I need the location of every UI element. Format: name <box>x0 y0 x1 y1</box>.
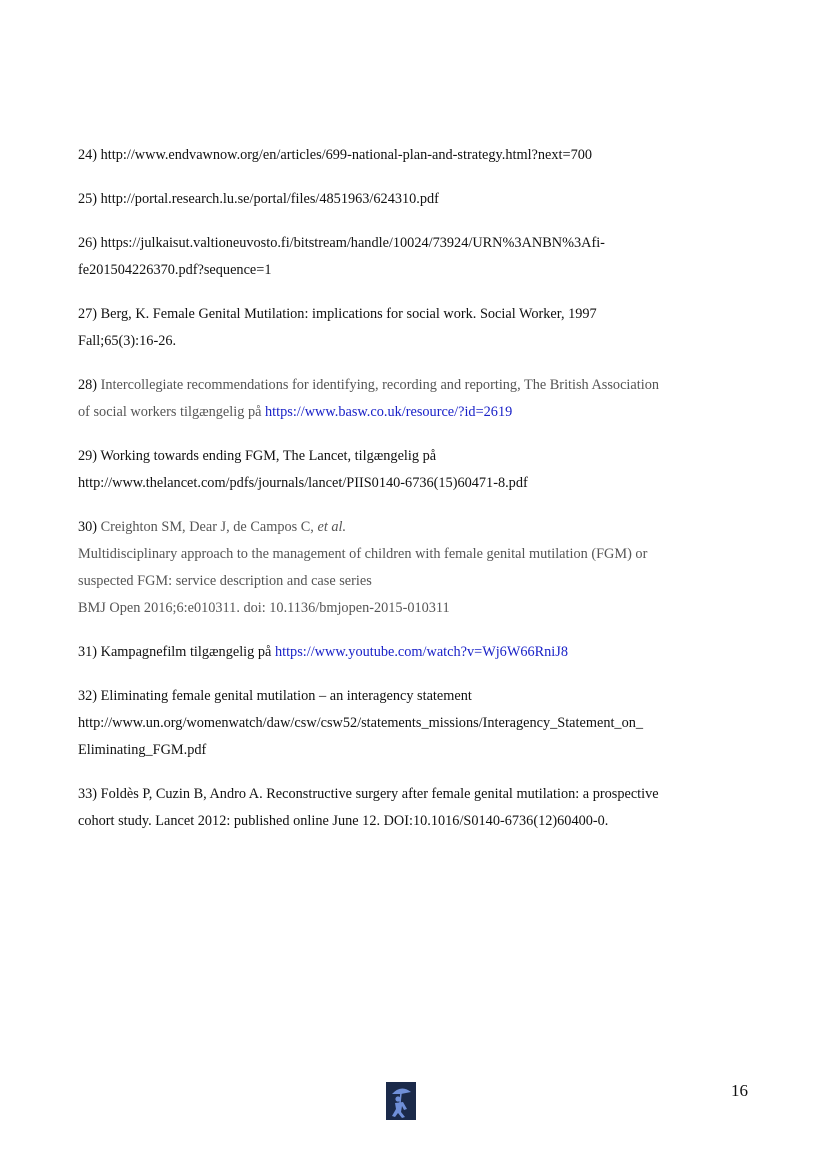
reference-32-line-1: 32) Eliminating female genital mutilation – an interagency statement <box>78 688 472 704</box>
reference-24-text: 24) http://www.endvawnow.org/en/articles/699-national-plan-and-strategy.html?next=700 <box>78 147 593 163</box>
reference-32-line-3: Eliminating_FGM.pdf <box>78 742 207 758</box>
reference-29 <box>78 443 758 497</box>
reference-26-line-1: 26) https://julkaisut.valtioneuvosto.fi/bitstream/handle/10024/73924/URN%3ANBN%3Afi- <box>78 235 605 251</box>
umbrella-figure-icon <box>386 1082 416 1120</box>
reference-30-etal: et al. <box>317 519 347 535</box>
reference-26 <box>78 230 758 284</box>
reference-30-line-2: Multidisciplinary approach to the management of children with female genital mutilation (FGM) or <box>78 546 648 562</box>
reference-24 <box>78 142 758 169</box>
reference-25-text: 25) http://portal.research.lu.se/portal/files/4851963/624310.pdf <box>78 191 439 207</box>
reference-32 <box>78 683 758 764</box>
reference-31-line-1 <box>78 639 758 666</box>
reference-30-authors: Creighton SM, Dear J, de Campos C, <box>97 519 318 535</box>
reference-33 <box>78 781 758 835</box>
reference-31-link[interactable]: https://www.youtube.com/watch?v=Wj6W66RniJ8 <box>274 644 568 660</box>
reference-31 <box>78 639 758 666</box>
reference-33-line-1: 33) Foldès P, Cuzin B, Andro A. Reconstructive surgery after female genital mutilation: a prospective <box>78 786 659 802</box>
reference-26-line-2: fe201504226370.pdf?sequence=1 <box>78 262 272 278</box>
logo-graphic <box>386 1082 416 1120</box>
reference-29-line-1: 29) Working towards ending FGM, The Lancet, tilgængelig på <box>78 448 437 464</box>
reference-27 <box>78 301 758 355</box>
reference-30-line-1 <box>78 514 758 541</box>
reference-27-line-1: 27) Berg, K. Female Genital Mutilation: implications for social work. Social Worker, 1997 <box>78 306 597 322</box>
reference-28 <box>78 372 758 426</box>
reference-32-line-2: http://www.un.org/womenwatch/daw/csw/csw52/statements_missions/Interagency_Statement_on_ <box>78 715 644 731</box>
reference-28-link[interactable]: https://www.basw.co.uk/resource/?id=2619 <box>265 404 513 420</box>
reference-list <box>78 142 758 852</box>
reference-28-source: of social workers tilgængelig på <box>78 404 266 420</box>
reference-30-line-3: suspected FGM: service description and case series <box>78 573 372 589</box>
reference-30-line-4: BMJ Open 2016;6:e010311. doi: 10.1136/bmjopen-2015-010311 <box>78 600 450 616</box>
reference-27-line-2: Fall;65(3):16-26. <box>78 333 177 349</box>
page-number: 16 <box>731 1081 748 1100</box>
reference-30 <box>78 514 758 622</box>
reference-25 <box>78 186 758 213</box>
reference-28-line-2 <box>78 399 758 426</box>
reference-30-number: 30) <box>78 519 98 535</box>
reference-31-text: 31) Kampagnefilm tilgængelig på <box>78 644 275 660</box>
reference-28-number: 28) <box>78 377 98 393</box>
reference-33-line-2: cohort study. Lancet 2012: published online June 12. DOI:10.1016/S0140-6736(12)60400-0. <box>78 813 609 829</box>
reference-28-line-1 <box>78 372 758 399</box>
reference-28-title: Intercollegiate recommendations for identifying, recording and reporting, The British Association <box>97 377 659 393</box>
reference-29-line-2: http://www.thelancet.com/pdfs/journals/lancet/PIIS0140-6736(15)60471-8.pdf <box>78 475 528 491</box>
